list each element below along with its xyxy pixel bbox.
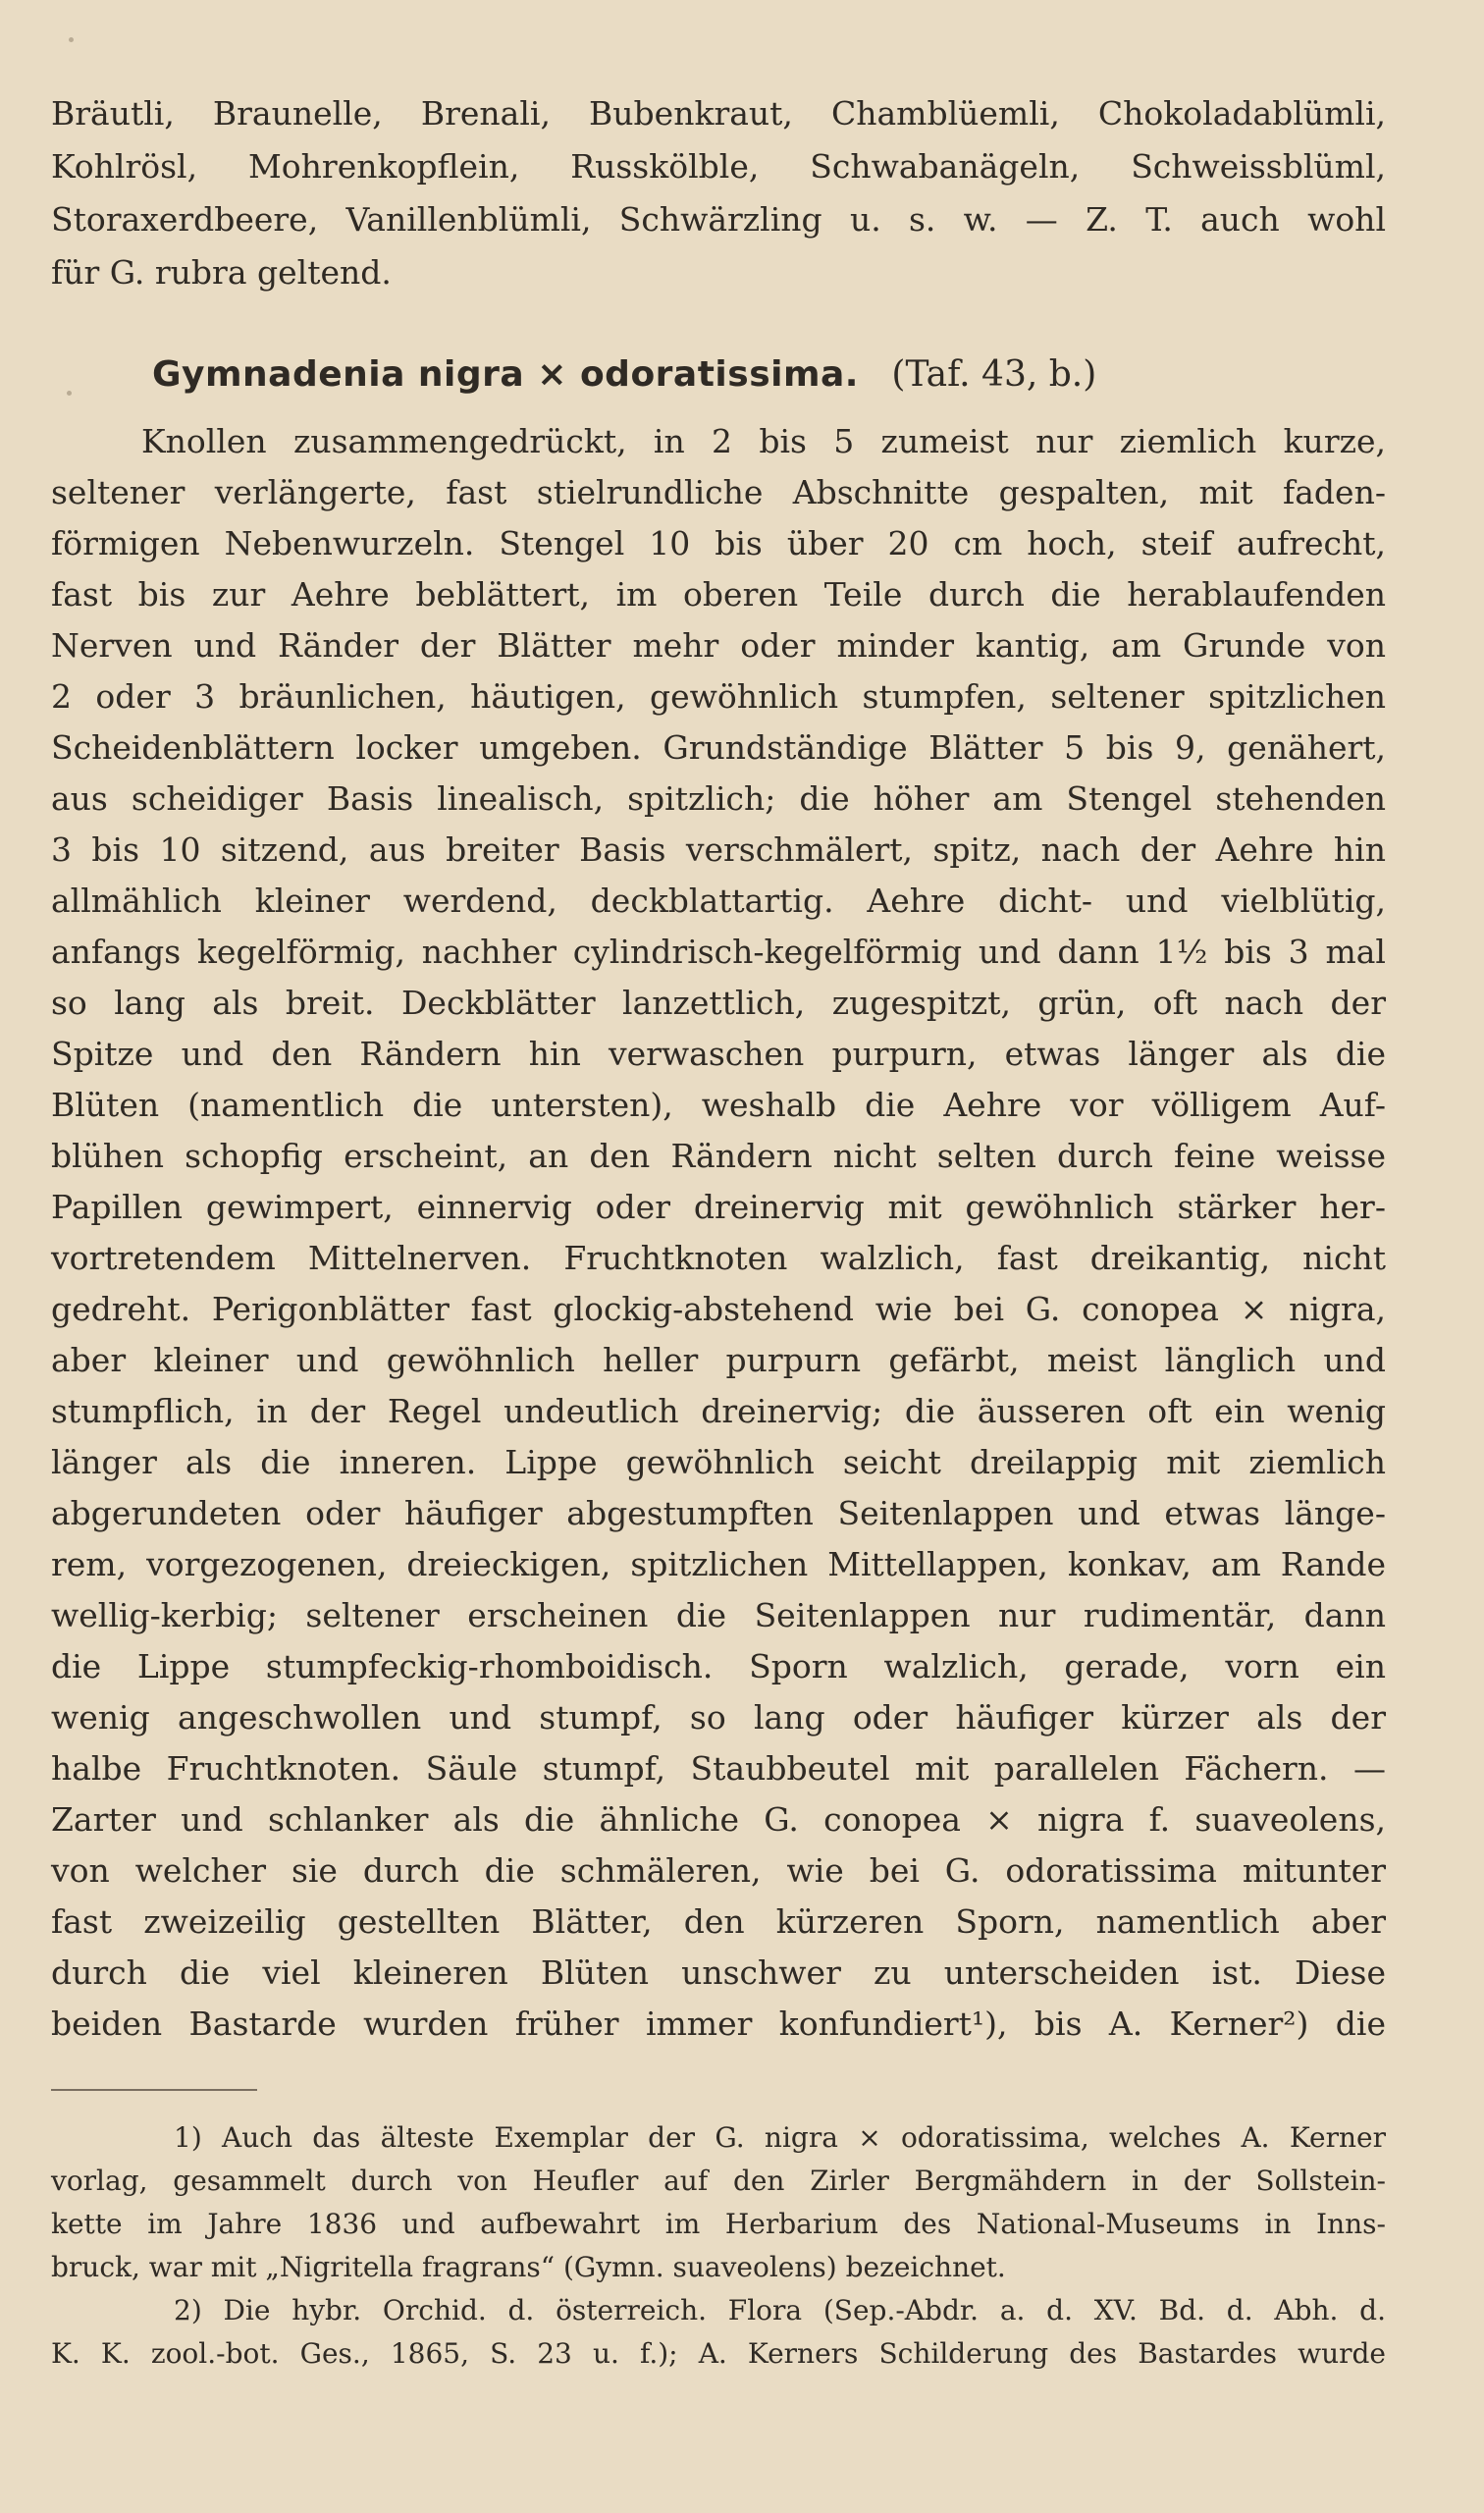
species-heading: [152, 346, 1096, 404]
text-line: 3 bis 10 sitzend, aus breiter Basis verschmälert, spitz, nach der Aehre hin: [51, 830, 1386, 869]
text-line: Papillen gewimpert, einnervig oder dreinervig mit gewöhnlich stärker her-: [51, 1188, 1386, 1226]
species-name: Gymnadenia nigra ⨯ odoratissima.: [152, 354, 859, 395]
text-line: blühen schopfig erscheint, an den Rändern nicht selten durch feine weisse: [51, 1137, 1386, 1175]
text-line: rem, vorgezogenen, dreieckigen, spitzlichen Mittellappen, konkav, am Rande: [51, 1545, 1386, 1583]
text-line: abgerundeten oder häufiger abgestumpften Seitenlappen und etwas länge-: [51, 1494, 1386, 1532]
text-line: wellig-kerbig; seltener erscheinen die Seitenlappen nur rudimentär, dann: [51, 1596, 1386, 1634]
text-line: Kohlrösl, Mohrenkopflein, Russkölble, Schwabanägeln, Schweissblüml,: [51, 147, 1386, 186]
text-line: länger als die inneren. Lippe gewöhnlich seicht dreilappig mit ziemlich: [51, 1443, 1386, 1481]
paper-speck: [69, 37, 74, 42]
text-line: förmigen Nebenwurzeln. Stengel 10 bis über 20 cm hoch, steif aufrecht,: [51, 524, 1386, 562]
text-line: aber kleiner und gewöhnlich heller purpurn gefärbt, meist länglich und: [51, 1341, 1386, 1379]
footnote-separator: [51, 2089, 257, 2091]
footnote-line: kette im Jahre 1836 und aufbewahrt im Herbarium des National-Museums in Inns-: [51, 2208, 1386, 2240]
text-line: Knollen zusammengedrückt, in 2 bis 5 zumeist nur ziemlich kurze,: [141, 422, 1386, 460]
text-line: beiden Bastarde wurden früher immer konfundiert¹), bis A. Kerner²) die: [51, 2005, 1386, 2043]
text-line: die Lippe stumpfeckig-rhomboidisch. Sporn walzlich, gerade, vorn ein: [51, 1647, 1386, 1685]
text-line: wenig angeschwollen und stumpf, so lang oder häufiger kürzer als der: [51, 1698, 1386, 1737]
text-line: allmählich kleiner werdend, deckblattartig. Aehre dicht- und vielblütig,: [51, 882, 1386, 920]
footnote-line: vorlag, gesammelt durch von Heufler auf den Zirler Bergmähdern in der Sollstein-: [51, 2165, 1386, 2197]
text-line: aus scheidiger Basis linealisch, spitzlich; die höher am Stengel stehenden: [51, 779, 1386, 818]
text-line: vortretendem Mittelnerven. Fruchtknoten walzlich, fast dreikantig, nicht: [51, 1239, 1386, 1277]
text-line: durch die viel kleineren Blüten unschwer zu unterscheiden ist. Diese: [51, 1953, 1386, 1992]
text-line: seltener verlängerte, fast stielrundliche Abschnitte gespalten, mit faden-: [51, 473, 1386, 511]
footnote-line: K. K. zool.-bot. Ges., 1865, S. 23 u. f.); A. Kerners Schilderung des Bastardes wurde: [51, 2337, 1386, 2370]
text-line: 2 oder 3 bräunlichen, häutigen, gewöhnlich stumpfen, seltener spitzlichen: [51, 677, 1386, 716]
text-line: von welcher sie durch die schmäleren, wie bei G. odoratissima mitunter: [51, 1851, 1386, 1890]
text-line: anfangs kegelförmig, nachher cylindrisch-kegelförmig und dann 1½ bis 3 mal: [51, 933, 1386, 971]
text-line: halbe Fruchtknoten. Säule stumpf, Staubbeutel mit parallelen Fächern. —: [51, 1749, 1386, 1788]
text-line: Nerven und Ränder der Blätter mehr oder minder kantig, am Grunde von: [51, 626, 1386, 665]
text-line: gedreht. Perigonblätter fast glockig-abstehend wie bei G. conopea ⨯ nigra,: [51, 1290, 1386, 1328]
footnote-line: 1) Auch das älteste Exemplar der G. nigra ⨯ odoratissima, welches A. Kerner: [174, 2121, 1386, 2154]
paper-speck: [67, 391, 72, 396]
plate-reference: (Taf. 43, b.): [891, 354, 1097, 395]
text-line: Scheidenblättern locker umgeben. Grundständige Blätter 5 bis 9, genähert,: [51, 728, 1386, 767]
text-line: fast bis zur Aehre beblättert, im oberen Teile durch die herablaufenden: [51, 575, 1386, 614]
text-line: für G. rubra geltend.: [51, 253, 392, 292]
text-line: so lang als breit. Deckblätter lanzettlich, zugespitzt, grün, oft nach der: [51, 984, 1386, 1022]
text-line: Bräutli, Braunelle, Brenali, Bubenkraut, Chamblüemli, Chokoladablümli,: [51, 94, 1386, 133]
text-line: fast zweizeilig gestellten Blätter, den kürzeren Sporn, namentlich aber: [51, 1902, 1386, 1941]
footnote-line: bruck, war mit „Nigritella fragrans“ (Gymn. suaveolens) bezeichnet.: [51, 2251, 1006, 2283]
text-line: stumpflich, in der Regel undeutlich dreinervig; die äusseren oft ein wenig: [51, 1392, 1386, 1430]
text-line: Zarter und schlanker als die ähnliche G. conopea ⨯ nigra f. suaveolens,: [51, 1800, 1386, 1839]
text-line: Storaxerdbeere, Vanillenblümli, Schwärzling u. s. w. — Z. T. auch wohl: [51, 200, 1386, 239]
text-line: Spitze und den Rändern hin verwaschen purpurn, etwas länger als die: [51, 1035, 1386, 1073]
text-line: Blüten (namentlich die untersten), weshalb die Aehre vor völligem Auf-: [51, 1086, 1386, 1124]
footnote-line: 2) Die hybr. Orchid. d. österreich. Flora (Sep.-Abdr. a. d. XV. Bd. d. Abh. d.: [174, 2294, 1386, 2326]
